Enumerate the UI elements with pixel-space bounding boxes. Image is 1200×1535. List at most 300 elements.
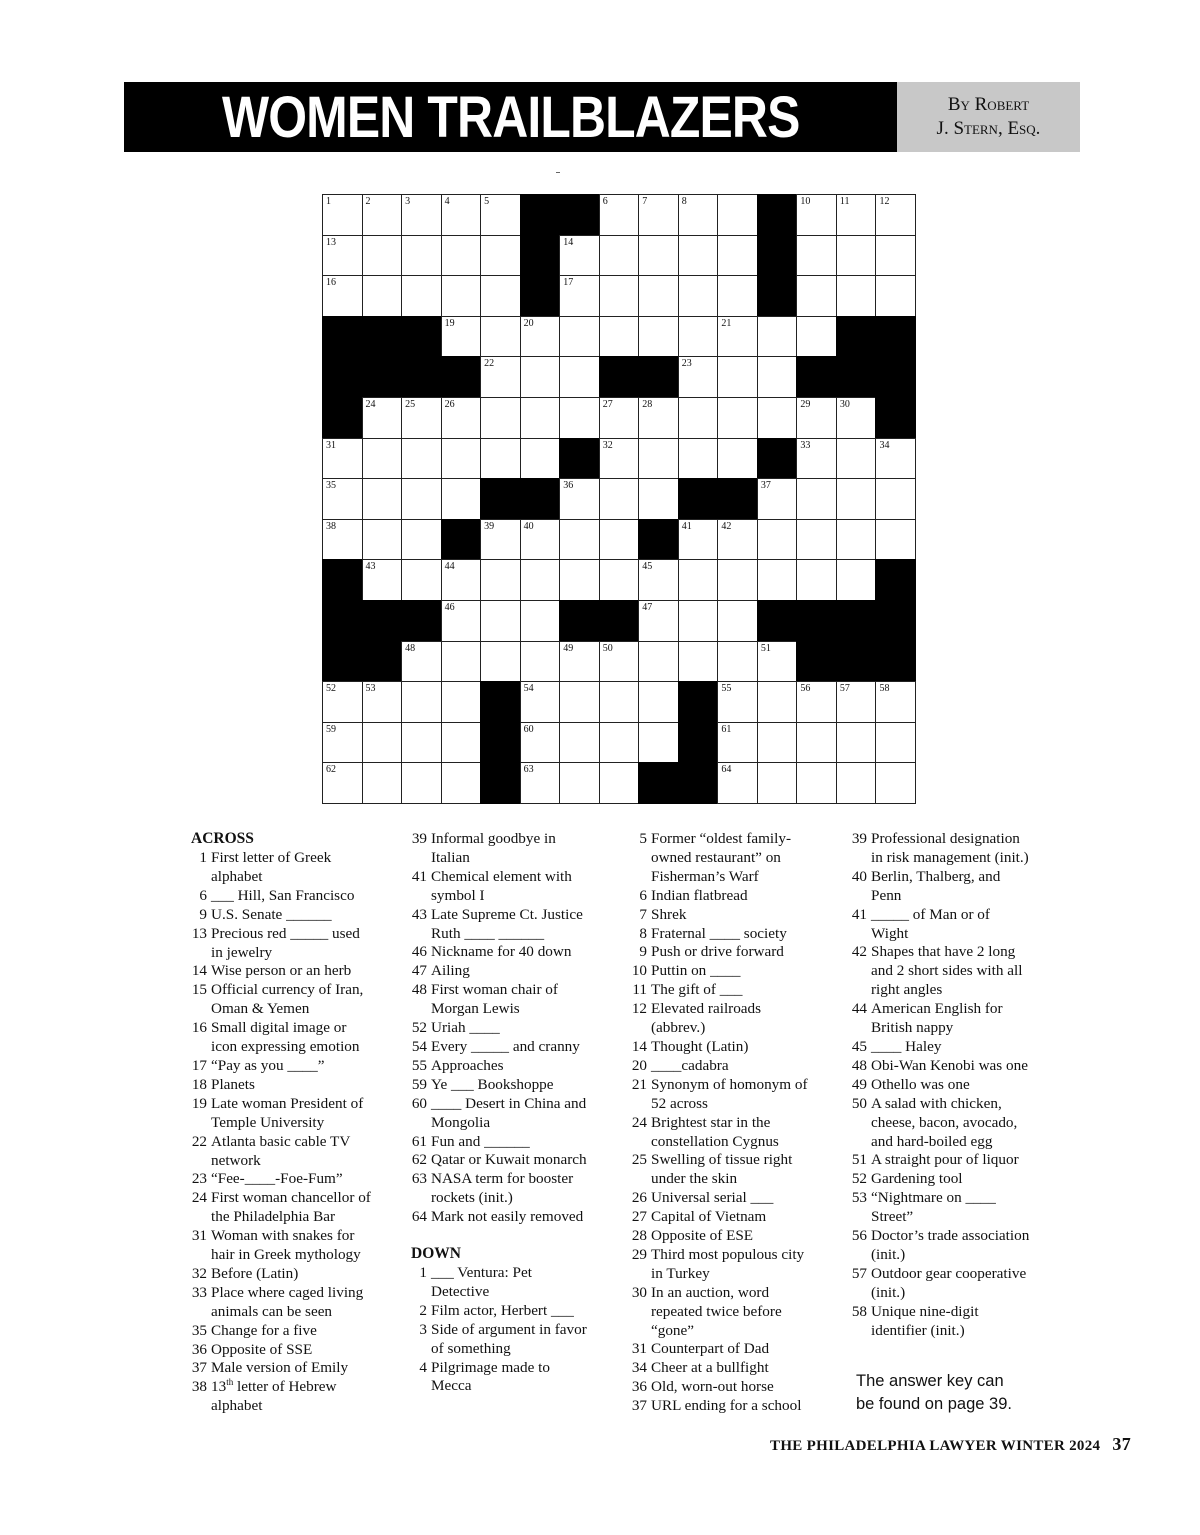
down-clue <box>631 981 846 1000</box>
grid-cell[interactable] <box>717 397 758 439</box>
across-clue <box>411 868 626 906</box>
grid-cell[interactable] <box>401 762 442 804</box>
grid-cell[interactable] <box>401 438 442 480</box>
grid-cell[interactable] <box>441 478 482 520</box>
grid-cell[interactable] <box>322 194 363 236</box>
clue-number: 32 <box>191 1264 207 1282</box>
clue-number: 37 <box>191 1359 207 1377</box>
clue-continuation: symbol I <box>431 886 485 904</box>
crossword-grid[interactable] <box>322 194 915 803</box>
cell-number: 5 <box>484 196 490 207</box>
grid-cell[interactable] <box>717 762 758 804</box>
puzzle-title: WOMEN TRAILBLAZERS <box>221 84 800 150</box>
title-banner <box>124 82 897 152</box>
clue-text: Old, worn-out horse <box>651 1378 774 1396</box>
clue-continuation: British nappy <box>871 1019 954 1037</box>
clue-text: First woman chancellor of <box>211 1189 371 1207</box>
grid-cell[interactable] <box>559 235 600 277</box>
grid-cell[interactable] <box>836 722 877 764</box>
cell-number: 2 <box>365 196 371 207</box>
black-square <box>520 235 561 277</box>
grid-cell[interactable] <box>480 519 521 561</box>
grid-cell[interactable] <box>480 194 521 236</box>
grid-cell[interactable] <box>322 438 363 480</box>
down-clue <box>851 868 1066 906</box>
clue-continuation: 52 across <box>651 1094 708 1112</box>
grid-cell[interactable] <box>559 722 600 764</box>
clue-number: 14 <box>191 962 207 980</box>
grid-cell[interactable] <box>638 397 679 439</box>
down-clue <box>631 1340 846 1359</box>
grid-cell[interactable] <box>638 478 679 520</box>
grid-cell[interactable] <box>322 681 363 723</box>
grid-cell[interactable] <box>717 356 758 398</box>
grid-cell[interactable] <box>362 559 403 601</box>
grid-cell[interactable] <box>757 722 798 764</box>
grid-cell[interactable] <box>559 681 600 723</box>
clue-text: Wise person or an herb <box>211 962 352 980</box>
grid-cell[interactable] <box>678 316 719 358</box>
across-clue <box>191 1133 406 1171</box>
down-clue <box>631 1208 846 1227</box>
grid-cell[interactable] <box>638 600 679 642</box>
grid-cell[interactable] <box>441 275 482 317</box>
cell-number: 49 <box>563 642 574 654</box>
grid-cell[interactable] <box>401 722 442 764</box>
grid-cell[interactable] <box>559 275 600 317</box>
clue-text: Chemical element with <box>431 867 572 885</box>
grid-cell[interactable] <box>757 559 798 601</box>
grid-cell[interactable] <box>796 194 837 236</box>
grid-cell[interactable] <box>678 438 719 480</box>
clue-text: Ailing <box>431 962 470 980</box>
clue-number: 40 <box>851 867 867 885</box>
grid-cell[interactable] <box>599 722 640 764</box>
grid-cell[interactable] <box>401 478 442 520</box>
grid-cell[interactable] <box>441 194 482 236</box>
grid-cell[interactable] <box>480 316 521 358</box>
clue-text: A straight pour of liquor <box>871 1151 1019 1169</box>
grid-cell[interactable] <box>638 316 679 358</box>
clue-number: 59 <box>411 1075 427 1093</box>
grid-cell[interactable] <box>362 722 403 764</box>
grid-cell[interactable] <box>875 519 916 561</box>
black-square <box>678 478 719 520</box>
cell-number: 42 <box>721 520 732 532</box>
grid-cell[interactable] <box>638 275 679 317</box>
black-square <box>362 356 403 398</box>
grid-cell[interactable] <box>480 438 521 480</box>
grid-cell[interactable] <box>599 438 640 480</box>
clue-text: Berlin, Thalberg, and <box>871 867 1001 885</box>
grid-cell[interactable] <box>520 316 561 358</box>
across-clue <box>191 1359 406 1378</box>
grid-cell[interactable] <box>559 641 600 683</box>
clue-number: 8 <box>639 924 647 942</box>
grid-cell[interactable] <box>678 397 719 439</box>
cell-number: 10 <box>800 196 811 207</box>
cell-number: 21 <box>721 317 732 329</box>
grid-cell[interactable] <box>717 316 758 358</box>
cell-number: 14 <box>563 236 574 248</box>
grid-cell[interactable] <box>559 559 600 601</box>
clue-continuation: identifier (init.) <box>871 1321 965 1339</box>
clue-number: 42 <box>851 943 867 961</box>
grid-cell[interactable] <box>322 762 363 804</box>
grid-cell[interactable] <box>480 641 521 683</box>
clue-text: Fun and ______ <box>431 1132 530 1150</box>
grid-cell[interactable] <box>401 397 442 439</box>
grid-cell[interactable] <box>559 519 600 561</box>
black-square <box>638 519 679 561</box>
grid-cell[interactable] <box>441 722 482 764</box>
black-square <box>559 194 600 236</box>
grid-cell[interactable] <box>796 235 837 277</box>
black-square <box>836 600 877 642</box>
grid-cell[interactable] <box>875 235 916 277</box>
grid-cell[interactable] <box>717 194 758 236</box>
clue-continuation: right angles <box>871 981 943 999</box>
cell-number: 28 <box>642 399 653 410</box>
cell-number: 26 <box>444 399 455 410</box>
clue-continuation: Street” <box>871 1208 914 1226</box>
cell-number: 25 <box>405 399 416 410</box>
grid-cell[interactable] <box>520 641 561 683</box>
grid-cell[interactable] <box>520 559 561 601</box>
grid-cell[interactable] <box>599 478 640 520</box>
down-clue <box>851 1189 1066 1227</box>
cell-number: 47 <box>642 602 653 613</box>
black-square <box>875 316 916 358</box>
clue-continuation: in Turkey <box>651 1264 710 1282</box>
grid-cell[interactable] <box>836 681 877 723</box>
grid-cell[interactable] <box>559 356 600 398</box>
black-square <box>480 478 521 520</box>
clue-number: 41 <box>411 867 427 885</box>
grid-cell[interactable] <box>717 559 758 601</box>
grid-cell[interactable] <box>757 356 798 398</box>
grid-cell[interactable] <box>796 316 837 358</box>
grid-cell[interactable] <box>401 194 442 236</box>
grid-cell[interactable] <box>480 275 521 317</box>
grid-cell[interactable] <box>401 519 442 561</box>
clue-text: In an auction, word <box>651 1283 770 1301</box>
across-clue <box>191 1170 406 1189</box>
clue-number: 18 <box>191 1075 207 1093</box>
grid-cell[interactable] <box>796 722 837 764</box>
clue-continuation: rockets (init.) <box>431 1189 513 1207</box>
byline-line-1: By Robert <box>947 94 1030 115</box>
clue-number: 29 <box>631 1245 647 1263</box>
grid-cell[interactable] <box>362 478 403 520</box>
clue-text: 13th letter of Hebrew <box>211 1377 337 1396</box>
cell-number: 19 <box>444 317 455 329</box>
grid-cell[interactable] <box>717 275 758 317</box>
grid-cell[interactable] <box>599 316 640 358</box>
black-square <box>757 235 798 277</box>
clue-continuation: alphabet <box>211 867 263 885</box>
grid-cell[interactable] <box>599 275 640 317</box>
clue-continuation: under the skin <box>651 1170 738 1188</box>
grid-cell[interactable] <box>757 478 798 520</box>
grid-cell[interactable] <box>520 722 561 764</box>
clue-column-4 <box>851 830 1066 1340</box>
grid-cell[interactable] <box>559 397 600 439</box>
grid-cell[interactable] <box>322 519 363 561</box>
grid-cell[interactable] <box>441 641 482 683</box>
grid-cell[interactable] <box>678 194 719 236</box>
grid-cell[interactable] <box>678 519 719 561</box>
grid-cell[interactable] <box>875 478 916 520</box>
grid-cell[interactable] <box>796 478 837 520</box>
grid-cell[interactable] <box>401 641 442 683</box>
clue-text: Indian flatbread <box>651 886 748 904</box>
grid-cell[interactable] <box>875 762 916 804</box>
grid-cell[interactable] <box>836 235 877 277</box>
grid-cell[interactable] <box>362 519 403 561</box>
clue-text: Small digital image or <box>211 1019 347 1037</box>
grid-cell[interactable] <box>599 559 640 601</box>
clue-text: ___ Ventura: Pet <box>431 1264 532 1282</box>
black-square <box>480 722 521 764</box>
grid-cell[interactable] <box>836 478 877 520</box>
cell-number: 63 <box>523 764 534 776</box>
grid-cell[interactable] <box>796 762 837 804</box>
grid-cell[interactable] <box>678 275 719 317</box>
grid-cell[interactable] <box>362 762 403 804</box>
grid-cell[interactable] <box>836 438 877 480</box>
grid-cell[interactable] <box>836 762 877 804</box>
grid-cell[interactable] <box>362 681 403 723</box>
down-clue <box>411 1264 626 1302</box>
down-clue <box>631 1378 846 1397</box>
cell-number: 16 <box>326 277 336 289</box>
grid-cell[interactable] <box>480 559 521 601</box>
down-clue <box>851 1000 1066 1038</box>
grid-cell[interactable] <box>441 316 482 358</box>
clue-text: ___ Hill, San Francisco <box>211 886 355 904</box>
cell-number: 24 <box>365 399 376 410</box>
grid-cell[interactable] <box>836 519 877 561</box>
cell-number: 44 <box>444 561 455 573</box>
across-clue <box>411 962 626 981</box>
clue-number: 60 <box>411 1094 427 1112</box>
grid-cell[interactable] <box>717 600 758 642</box>
down-clue <box>631 1114 846 1152</box>
grid-cell[interactable] <box>599 762 640 804</box>
grid-cell[interactable] <box>401 275 442 317</box>
grid-cell[interactable] <box>401 235 442 277</box>
grid-cell[interactable] <box>836 275 877 317</box>
down-clue <box>631 1397 846 1416</box>
grid-cell[interactable] <box>717 641 758 683</box>
down-clue <box>631 1000 846 1038</box>
grid-cell[interactable] <box>362 235 403 277</box>
grid-cell[interactable] <box>836 397 877 439</box>
clue-number: 52 <box>851 1170 867 1188</box>
grid-cell[interactable] <box>599 681 640 723</box>
grid-cell[interactable] <box>441 235 482 277</box>
clue-number: 4 <box>419 1358 427 1376</box>
grid-cell[interactable] <box>757 519 798 561</box>
grid-cell[interactable] <box>757 762 798 804</box>
grid-cell[interactable] <box>322 275 363 317</box>
grid-cell[interactable] <box>559 478 600 520</box>
grid-cell[interactable] <box>441 762 482 804</box>
grid-cell[interactable] <box>362 397 403 439</box>
clue-number: 23 <box>191 1170 207 1188</box>
clue-text: Late Supreme Ct. Justice <box>431 905 583 923</box>
grid-cell[interactable] <box>796 275 837 317</box>
across-clue <box>191 1265 406 1284</box>
grid-cell[interactable] <box>638 681 679 723</box>
grid-cell[interactable] <box>717 519 758 561</box>
grid-cell[interactable] <box>362 275 403 317</box>
black-square <box>520 194 561 236</box>
clue-text: Push or drive forward <box>651 943 784 961</box>
clue-text: Puttin on ____ <box>651 962 741 980</box>
black-square <box>836 356 877 398</box>
clue-number: 64 <box>411 1208 427 1226</box>
grid-cell[interactable] <box>875 681 916 723</box>
grid-cell[interactable] <box>757 681 798 723</box>
down-clue <box>851 1038 1066 1057</box>
grid-cell[interactable] <box>480 235 521 277</box>
cell-number: 32 <box>602 439 613 451</box>
grid-cell[interactable] <box>717 438 758 480</box>
grid-cell[interactable] <box>678 559 719 601</box>
across-clue <box>191 962 406 981</box>
black-square <box>401 356 442 398</box>
grid-cell[interactable] <box>559 316 600 358</box>
grid-cell[interactable] <box>441 559 482 601</box>
grid-cell[interactable] <box>599 235 640 277</box>
grid-cell[interactable] <box>796 438 837 480</box>
clue-number: 25 <box>631 1151 647 1169</box>
grid-cell[interactable] <box>796 559 837 601</box>
clue-continuation: Fisherman’s Warf <box>651 867 759 885</box>
clue-text: Qatar or Kuwait monarch <box>431 1151 587 1169</box>
grid-cell[interactable] <box>401 681 442 723</box>
clue-number: 54 <box>411 1037 427 1055</box>
grid-cell[interactable] <box>520 397 561 439</box>
grid-cell[interactable] <box>322 722 363 764</box>
grid-cell[interactable] <box>322 235 363 277</box>
clue-text: Brightest star in the <box>651 1113 771 1131</box>
grid-cell[interactable] <box>717 235 758 277</box>
clue-number: 31 <box>631 1340 647 1358</box>
grid-cell[interactable] <box>480 600 521 642</box>
clue-text: Place where caged living <box>211 1283 364 1301</box>
cell-number: 61 <box>721 723 732 735</box>
grid-cell[interactable] <box>875 194 916 236</box>
grid-cell[interactable] <box>599 397 640 439</box>
grid-cell[interactable] <box>678 641 719 683</box>
black-square <box>796 356 837 398</box>
across-clue <box>411 1076 626 1095</box>
grid-cell[interactable] <box>520 438 561 480</box>
grid-cell[interactable] <box>875 722 916 764</box>
grid-cell[interactable] <box>757 641 798 683</box>
grid-cell[interactable] <box>559 762 600 804</box>
grid-cell[interactable] <box>836 194 877 236</box>
grid-cell[interactable] <box>480 356 521 398</box>
clue-text: Shrek <box>651 905 687 923</box>
grid-cell[interactable] <box>599 641 640 683</box>
clue-number: 21 <box>631 1075 647 1093</box>
grid-cell[interactable] <box>599 519 640 561</box>
grid-cell[interactable] <box>796 397 837 439</box>
grid-cell[interactable] <box>757 316 798 358</box>
grid-cell[interactable] <box>441 438 482 480</box>
grid-cell[interactable] <box>638 235 679 277</box>
grid-cell[interactable] <box>401 559 442 601</box>
grid-cell[interactable] <box>638 722 679 764</box>
clue-number: 3 <box>419 1320 427 1338</box>
grid-cell[interactable] <box>520 681 561 723</box>
black-square <box>678 762 719 804</box>
grid-cell[interactable] <box>520 519 561 561</box>
grid-cell[interactable] <box>362 194 403 236</box>
grid-cell[interactable] <box>836 559 877 601</box>
clue-number: 39 <box>851 830 867 847</box>
black-square <box>678 722 719 764</box>
grid-cell[interactable] <box>678 356 719 398</box>
cell-number: 62 <box>326 764 336 776</box>
grid-cell[interactable] <box>717 722 758 764</box>
grid-cell[interactable] <box>875 438 916 480</box>
grid-cell[interactable] <box>520 762 561 804</box>
grid-cell[interactable] <box>480 397 521 439</box>
grid-cell[interactable] <box>638 559 679 601</box>
clue-number: 57 <box>851 1264 867 1282</box>
grid-cell[interactable] <box>638 194 679 236</box>
grid-cell[interactable] <box>441 397 482 439</box>
clue-text: Atlanta basic cable TV <box>211 1132 351 1150</box>
grid-cell[interactable] <box>796 519 837 561</box>
grid-cell[interactable] <box>796 681 837 723</box>
down-clue <box>631 1057 846 1076</box>
grid-cell[interactable] <box>322 478 363 520</box>
clue-text: Unique nine-digit <box>871 1302 979 1320</box>
grid-cell[interactable] <box>678 600 719 642</box>
black-square <box>362 600 403 642</box>
grid-cell[interactable] <box>520 356 561 398</box>
clue-text: Side of argument in favor <box>431 1320 587 1338</box>
grid-cell[interactable] <box>638 438 679 480</box>
grid-cell[interactable] <box>599 194 640 236</box>
down-clue <box>631 925 846 944</box>
grid-cell[interactable] <box>638 641 679 683</box>
grid-cell[interactable] <box>678 235 719 277</box>
clue-text: Opposite of SSE <box>211 1340 313 1358</box>
clue-text: Official currency of Iran, <box>211 981 364 999</box>
grid-cell[interactable] <box>441 681 482 723</box>
clue-continuation: of something <box>431 1339 511 1357</box>
clue-text: Woman with snakes for <box>211 1227 355 1245</box>
grid-cell[interactable] <box>441 600 482 642</box>
grid-cell[interactable] <box>757 397 798 439</box>
clue-text: Former “oldest family- <box>651 830 792 847</box>
grid-cell[interactable] <box>362 438 403 480</box>
grid-cell[interactable] <box>717 681 758 723</box>
grid-cell[interactable] <box>875 275 916 317</box>
cell-number: 46 <box>444 602 455 613</box>
down-clue <box>631 943 846 962</box>
across-clue <box>191 1284 406 1322</box>
grid-cell[interactable] <box>520 600 561 642</box>
across-clue <box>191 1057 406 1076</box>
